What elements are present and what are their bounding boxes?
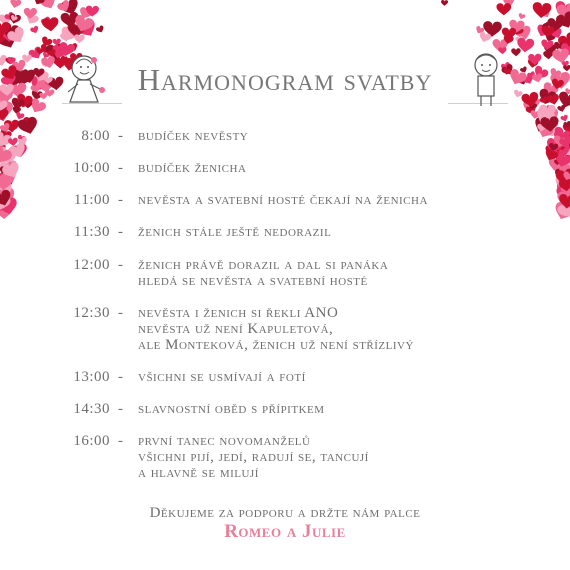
schedule-dash: - xyxy=(118,160,124,176)
heart-icon xyxy=(6,155,15,162)
heart-icon xyxy=(441,0,448,6)
schedule-description xyxy=(138,128,538,144)
heart-icon xyxy=(548,143,558,152)
heart-icon xyxy=(554,153,570,169)
heart-icon xyxy=(562,120,570,135)
heart-icon xyxy=(557,194,570,210)
heart-icon xyxy=(0,185,14,207)
heart-icon xyxy=(77,6,93,21)
heart-icon xyxy=(0,189,7,197)
heart-icon xyxy=(0,133,5,140)
heart-icon xyxy=(561,176,570,189)
heart-icon xyxy=(40,0,58,11)
heart-icon xyxy=(552,134,568,149)
heart-icon xyxy=(558,179,570,189)
heart-icon xyxy=(540,116,559,133)
heart-icon xyxy=(562,185,570,204)
heart-icon xyxy=(0,130,13,150)
heart-icon xyxy=(1,203,12,213)
schedule-dash: - xyxy=(118,192,124,208)
heart-icon xyxy=(8,13,22,25)
heart-icon xyxy=(4,160,17,172)
heart-icon xyxy=(560,114,569,122)
heart-icon xyxy=(0,144,14,168)
heart-icon xyxy=(0,180,10,194)
heart-icon xyxy=(559,131,570,155)
heart-icon xyxy=(72,14,95,35)
heart-icon xyxy=(68,22,85,37)
heart-icon xyxy=(0,193,11,212)
schedule-dash: - xyxy=(118,433,124,449)
heart-icon xyxy=(516,38,534,54)
heart-icon xyxy=(67,22,85,38)
heart-icon xyxy=(30,25,40,34)
heart-icon xyxy=(518,13,526,21)
schedule-dash: - xyxy=(118,257,124,273)
heart-icon xyxy=(539,130,549,139)
heart-icon xyxy=(2,137,11,145)
heart-icon xyxy=(560,146,570,165)
heart-icon xyxy=(502,28,517,40)
heart-icon xyxy=(553,0,570,20)
heart-icon xyxy=(557,154,570,170)
heart-icon xyxy=(562,171,570,183)
heart-icon xyxy=(545,145,558,156)
heart-icon xyxy=(0,189,13,209)
heart-icon xyxy=(554,137,570,157)
heart-icon xyxy=(549,125,570,148)
schedule-description-line: první tanec novomanželů xyxy=(138,433,311,449)
heart-icon xyxy=(2,151,17,164)
heart-icon xyxy=(9,0,22,9)
heart-icon xyxy=(17,134,27,143)
heart-icon xyxy=(0,205,4,211)
heart-icon xyxy=(474,25,484,35)
heart-icon xyxy=(544,122,553,130)
heart-icon xyxy=(555,173,570,189)
heart-icon xyxy=(554,162,570,184)
heart-icon xyxy=(564,197,570,210)
heart-icon xyxy=(559,191,570,206)
heart-icon xyxy=(558,179,570,192)
heart-icon xyxy=(0,178,4,186)
heart-icon xyxy=(564,157,570,168)
heart-icon xyxy=(546,128,557,139)
schedule-description-line: nevěsta i ženich si řekli ANO xyxy=(138,305,339,321)
schedule-description-line: ale Monteková, ženich už není střízlivý xyxy=(138,337,414,353)
schedule-description-line: nevěsta už není Kapuletová, xyxy=(138,321,334,337)
heart-icon xyxy=(535,122,554,140)
heart-icon xyxy=(10,31,19,38)
heart-icon xyxy=(0,122,12,134)
schedule-description-line: všichni se usmívají a fotí xyxy=(138,369,306,385)
heart-icon xyxy=(553,41,564,51)
schedule-description-line: všichni pijí, jedí, radují se, tancují xyxy=(138,449,369,465)
heart-icon xyxy=(563,179,570,186)
heart-icon xyxy=(59,0,81,17)
heart-icon xyxy=(0,198,16,215)
schedule-description xyxy=(138,401,538,417)
heart-icon xyxy=(0,158,18,177)
heart-icon xyxy=(0,199,9,211)
heart-icon xyxy=(515,25,534,42)
heart-icon xyxy=(555,186,570,202)
heart-icon xyxy=(555,10,570,31)
heart-icon xyxy=(0,204,13,220)
heart-icon xyxy=(6,25,28,46)
heart-icon xyxy=(0,200,3,210)
heart-icon xyxy=(564,191,570,204)
heart-icon xyxy=(512,25,525,37)
heart-icon xyxy=(561,178,570,189)
schedule-description xyxy=(138,192,538,208)
heart-icon xyxy=(557,175,567,184)
heart-icon xyxy=(562,17,570,26)
heart-icon xyxy=(32,0,46,7)
heart-icon xyxy=(532,2,552,19)
heart-icon xyxy=(1,193,15,206)
heart-icon xyxy=(487,24,500,36)
heart-icon xyxy=(0,22,11,37)
heart-icon xyxy=(478,31,492,44)
heart-icon xyxy=(563,133,570,140)
schedule-dash: - xyxy=(118,401,124,417)
heart-icon xyxy=(0,180,11,192)
heart-icon xyxy=(556,199,570,222)
schedule-description xyxy=(138,224,538,240)
heart-icon xyxy=(0,192,9,205)
heart-icon xyxy=(4,11,16,22)
heart-icon xyxy=(535,24,552,39)
heart-icon xyxy=(556,3,570,22)
heart-icon xyxy=(52,38,61,45)
schedule-dash: - xyxy=(118,224,124,240)
heart-icon xyxy=(540,39,553,51)
schedule-dash: - xyxy=(118,369,124,385)
heart-icon xyxy=(40,36,54,49)
heart-icon xyxy=(552,152,562,161)
heart-icon xyxy=(555,160,570,176)
heart-icon xyxy=(555,172,570,191)
heart-icon xyxy=(503,35,515,45)
heart-icon xyxy=(561,169,570,178)
heart-icon xyxy=(4,120,20,133)
heart-icon xyxy=(40,16,52,28)
heart-icon xyxy=(95,25,105,34)
heart-icon xyxy=(552,145,563,155)
heart-icon xyxy=(0,202,7,210)
heart-icon xyxy=(17,136,29,147)
heart-icon xyxy=(0,145,16,164)
heart-icon xyxy=(563,167,570,177)
schedule-description xyxy=(138,433,538,481)
heart-icon xyxy=(0,30,9,44)
heart-icon xyxy=(41,17,59,33)
schedule-time: 13:00 xyxy=(73,369,110,385)
heart-icon xyxy=(515,36,524,44)
schedule-description xyxy=(138,257,538,289)
schedule-description xyxy=(138,369,538,385)
schedule-description-line: ženich právě dorazil a dal si panáka xyxy=(138,257,389,273)
heart-icon xyxy=(508,19,525,34)
heart-icon xyxy=(556,185,570,209)
heart-icon xyxy=(558,195,570,211)
heart-icon xyxy=(0,111,9,123)
heart-icon xyxy=(43,17,57,30)
heart-icon xyxy=(563,121,570,129)
heart-icon xyxy=(24,8,37,19)
heart-icon xyxy=(2,181,9,187)
schedule-description-line: ženich stále ještě nedorazil xyxy=(138,224,332,240)
heart-icon xyxy=(85,5,99,17)
schedule-description xyxy=(138,160,538,176)
heart-icon xyxy=(550,27,564,40)
heart-icon xyxy=(557,180,570,196)
heart-icon xyxy=(483,21,502,37)
heart-icon xyxy=(15,111,25,120)
schedule-description-line: a hlavně se milují xyxy=(138,465,259,481)
heart-icon xyxy=(560,165,570,181)
heart-icon xyxy=(543,137,563,156)
heart-icon xyxy=(12,144,29,159)
schedule-time: 10:00 xyxy=(73,160,110,176)
heart-icon xyxy=(541,9,552,19)
heart-icon xyxy=(554,138,570,153)
schedule-dash: - xyxy=(118,128,124,144)
heart-icon xyxy=(558,162,567,170)
heart-icon xyxy=(5,120,20,134)
heart-icon xyxy=(554,158,563,166)
heart-icon xyxy=(8,161,17,168)
schedule-time: 8:00 xyxy=(81,128,110,144)
heart-icon xyxy=(60,32,72,42)
schedule-description-line: budíček ženicha xyxy=(138,160,247,176)
heart-icon xyxy=(24,12,40,27)
heart-icon xyxy=(1,184,9,191)
heart-icon xyxy=(0,168,19,187)
heart-icon xyxy=(557,31,570,52)
schedule-dash: - xyxy=(118,305,124,321)
heart-icon xyxy=(547,24,557,34)
heart-icon xyxy=(552,201,570,223)
heart-icon xyxy=(0,186,18,207)
schedule-time: 12:00 xyxy=(73,257,110,273)
schedule-time: 11:30 xyxy=(73,224,110,240)
heart-icon xyxy=(554,140,570,159)
heart-icon xyxy=(0,166,11,177)
heart-icon xyxy=(547,157,564,172)
schedule-description-line: slavnostní oběd s přípitkem xyxy=(138,401,325,417)
heart-icon xyxy=(561,179,570,188)
heart-icon xyxy=(8,142,28,161)
heart-icon xyxy=(555,168,570,186)
heart-icon xyxy=(558,160,570,178)
heart-icon xyxy=(496,3,511,15)
heart-icon xyxy=(564,169,570,180)
heart-icon xyxy=(565,172,570,180)
heart-icon xyxy=(558,191,570,203)
heart-icon xyxy=(17,116,40,137)
heart-icon xyxy=(541,25,555,38)
heart-icon xyxy=(60,12,79,28)
heart-icon xyxy=(558,147,570,158)
heart-icon xyxy=(0,171,18,188)
schedule-time: 11:00 xyxy=(73,192,110,208)
heart-icon xyxy=(560,185,569,193)
heart-icon xyxy=(0,170,13,183)
heart-icon xyxy=(555,143,564,151)
heart-icon xyxy=(76,18,100,40)
heart-icon xyxy=(492,39,508,52)
schedule-description-line: hledá se nevěsta a svatební hosté xyxy=(138,273,368,289)
heart-icon xyxy=(0,144,7,154)
heart-icon xyxy=(550,122,558,129)
heart-icon xyxy=(8,137,19,146)
schedule-time: 14:30 xyxy=(73,401,110,417)
schedule-description xyxy=(138,305,538,353)
heart-icon xyxy=(547,18,564,33)
thanks-text: Děkujeme za podporu a držte nám palce xyxy=(149,505,421,521)
heart-icon xyxy=(0,150,7,162)
heart-icon xyxy=(0,181,9,190)
schedule-description-line: budíček nevěsty xyxy=(138,128,249,144)
heart-icon xyxy=(0,155,9,165)
heart-icon xyxy=(16,116,33,132)
heart-icon xyxy=(74,34,85,43)
header xyxy=(0,52,570,112)
heart-icon xyxy=(0,29,20,51)
heart-icon xyxy=(0,183,11,193)
heart-icon xyxy=(10,14,18,22)
heart-icon xyxy=(0,21,21,41)
heart-icon xyxy=(56,0,72,14)
heart-icon xyxy=(503,0,517,8)
heart-icon xyxy=(545,19,558,31)
heart-icon xyxy=(0,175,13,190)
heart-icon xyxy=(0,196,9,207)
heart-icon xyxy=(0,14,11,26)
heart-icon xyxy=(555,156,567,167)
heart-icon xyxy=(543,148,559,163)
heart-icon xyxy=(0,197,19,216)
schedule-time: 16:00 xyxy=(73,433,110,449)
schedule-time: 12:30 xyxy=(73,305,110,321)
heart-icon xyxy=(1,161,22,181)
heart-icon xyxy=(552,174,570,195)
heart-icon xyxy=(0,145,13,168)
schedule-description-line: nevěsta a svatební hosté čekají na ženicha xyxy=(138,192,428,208)
heart-icon xyxy=(557,157,566,165)
heart-icon xyxy=(558,194,570,210)
heart-icon xyxy=(58,25,78,43)
heart-icon xyxy=(0,128,12,141)
heart-icon xyxy=(540,22,559,39)
heart-icon xyxy=(0,184,13,197)
couple-names: Romeo a Julie xyxy=(224,521,346,542)
heart-icon xyxy=(553,143,570,159)
heart-icon xyxy=(2,30,17,42)
heart-icon xyxy=(552,134,570,154)
heart-icon xyxy=(554,144,566,155)
page-title: Harmonogram svatby xyxy=(137,62,433,97)
heart-icon xyxy=(543,31,556,43)
heart-icon xyxy=(558,135,570,150)
